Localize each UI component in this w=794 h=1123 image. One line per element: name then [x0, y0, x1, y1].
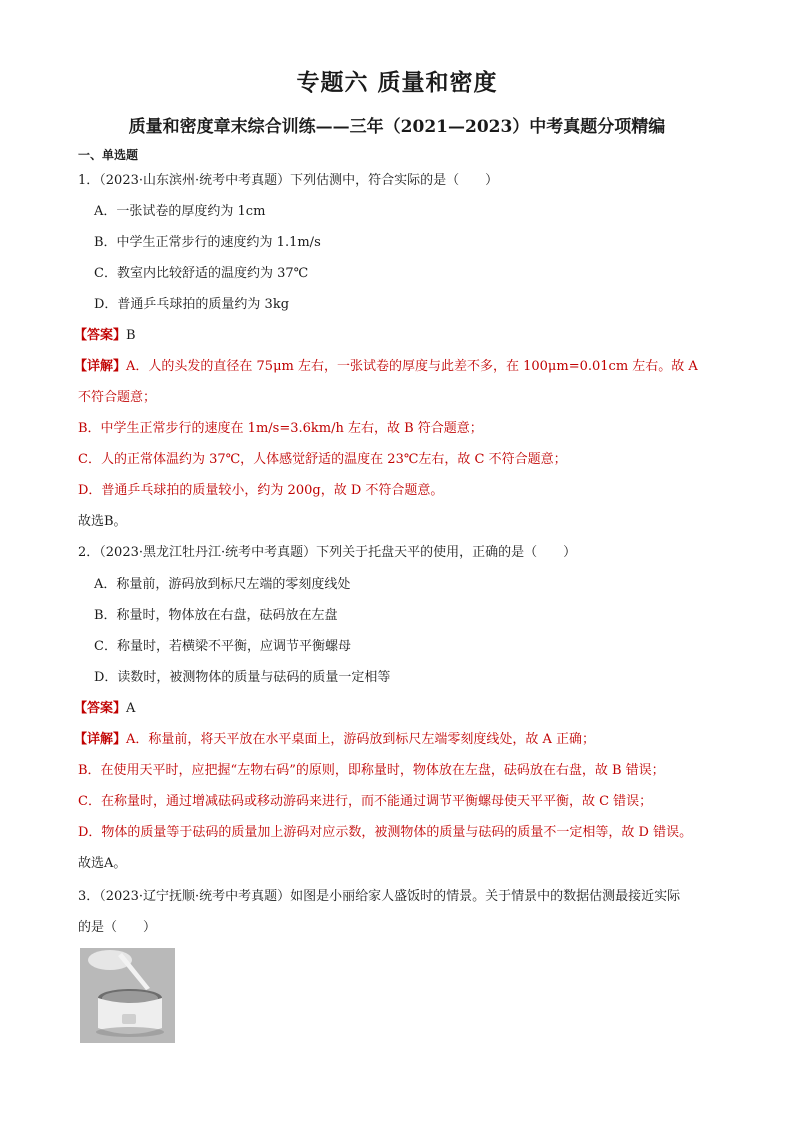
question-2-option-d: D．读数时，被测物体的质量与砝码的质量一定相等	[94, 670, 391, 685]
question-1-option-c: C．教室内比较舒适的温度约为 37℃	[94, 266, 309, 281]
answer-label: 【答案】	[74, 701, 127, 716]
question-1-detail-line-5: D．普通乒乓球拍的质量较小，约为 200g，故 D 不符合题意。	[78, 483, 444, 498]
question-3-stem-line-1: 3．（2023·辽宁抚顺·统考中考真题）如图是小丽给家人盛饭时的情景。关于情景中的数据估测最接近实际	[78, 889, 681, 904]
rice-cooker-illustration	[80, 948, 175, 1043]
question-1-option-b: B．中学生正常步行的速度约为 1.1m/s	[94, 235, 321, 250]
question-1-answer	[74, 327, 136, 345]
question-2-answer	[74, 700, 135, 718]
question-2-detail-line-3: C．在称量时，通过增减砝码或移动游码来进行，而不能通过调节平衡螺母使天平平衡，故 C 错误；	[78, 794, 653, 809]
detail-label: 【详解】	[74, 732, 127, 747]
detail-label: 【详解】	[74, 359, 127, 374]
question-1-option-d: D．普通乒乓球拍的质量约为 3kg	[94, 297, 290, 312]
section-heading: 一、单选题	[78, 148, 139, 162]
question-3-stem-line-2: 的是（ ）	[78, 920, 157, 935]
answer-label: 【答案】	[74, 328, 127, 343]
question-1-detail-line-1	[74, 358, 698, 376]
question-2-detail-line-4: D．物体的质量等于砝码的质量加上游码对应示数，被测物体的质量与砝码的质量不一定相等，故 D 错误。	[78, 825, 693, 840]
question-1-stem: 1．（2023·山东滨州·统考中考真题）下列估测中，符合实际的是（ ）	[78, 173, 499, 188]
question-2-option-b: B．称量时，物体放在右盘，砝码放在左盘	[94, 608, 338, 623]
page-subtitle: 质量和密度章末综合训练——三年（2021—2023）中考真题分项精编	[128, 117, 666, 137]
question-1-detail-line-4: C．人的正常体温约为 37℃，人体感觉舒适的温度在 23℃左右，故 C 不符合题意；	[78, 452, 567, 467]
question-2-detail-line-2: B．在使用天平时，应把握“左物右码”的原则，即称量时，物体放在左盘，砝码放在右盘，故 B 错误；	[78, 763, 665, 778]
question-2-detail-line-1	[74, 731, 595, 749]
detail-text: A．称量前，将天平放在水平桌面上，游码放到标尺左端零刻度线处，故 A 正确；	[126, 732, 596, 747]
question-1-option-a: A．一张试卷的厚度约为 1cm	[94, 204, 266, 219]
page-title: 专题六 质量和密度	[296, 69, 498, 96]
question-1-detail-line-3: B．中学生正常步行的速度在 1m/s=3.6km/h 左右，故 B 符合题意；	[78, 421, 483, 436]
question-2-conclusion: 故选A。	[78, 856, 127, 871]
answer-value: B	[126, 328, 136, 343]
question-1-conclusion: 故选B。	[78, 514, 127, 529]
question-2-stem: 2．（2023·黑龙江牡丹江·统考中考真题）下列关于托盘天平的使用，正确的是（ ）	[78, 545, 577, 560]
question-2-option-a: A．称量前，游码放到标尺左端的零刻度线处	[94, 577, 351, 592]
answer-value: A	[126, 701, 136, 716]
question-1-detail-line-2: 不符合题意；	[78, 390, 157, 405]
detail-text: A．人的头发的直径在 75μm 左右，一张试卷的厚度与此差不多，在 100μm=0.01cm 左右。故 A	[126, 359, 698, 374]
rice-cooker-photo	[80, 948, 175, 1043]
question-2-option-c: C．称量时，若横梁不平衡，应调节平衡螺母	[94, 639, 351, 654]
